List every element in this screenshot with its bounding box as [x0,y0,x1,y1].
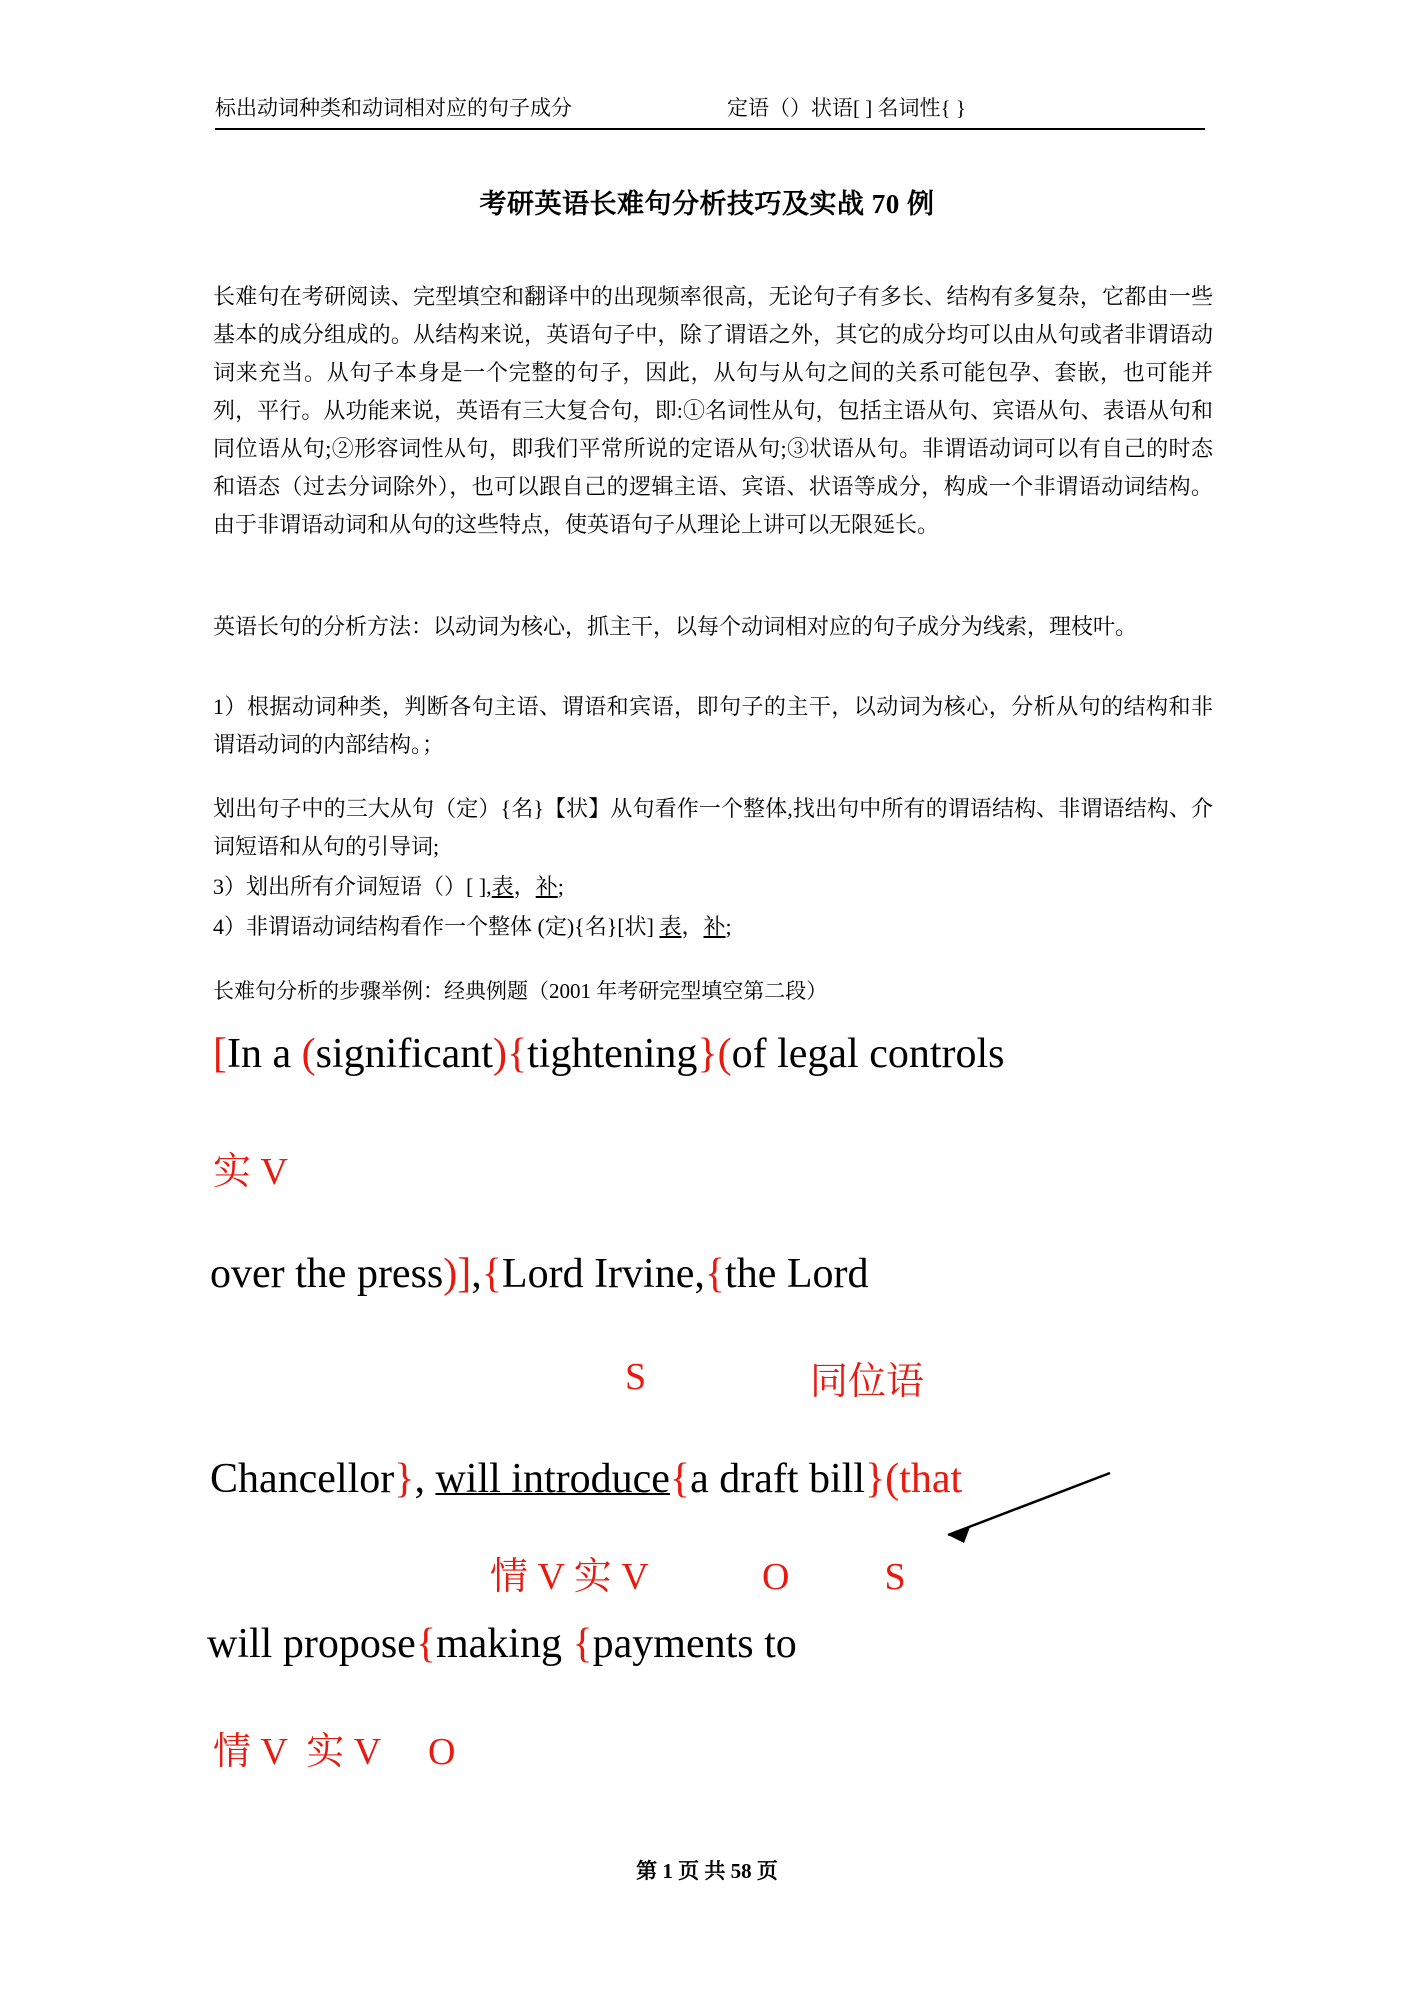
brace-close-1: } [697,1031,718,1077]
line3-object: a draft bill [690,1456,865,1502]
example-line-2 [210,1250,868,1298]
brace-close-2: } [394,1456,415,1502]
line2-text-1: over the press [210,1251,444,1297]
example-line-1 [213,1030,1005,1078]
relative-pronoun: that [899,1456,963,1502]
line3-predicate: will introduce [435,1456,670,1502]
footer-page-number: 1 [662,1859,673,1883]
annotation-mark-1: 实 V [213,1151,288,1193]
brace-open-3: { [704,1251,726,1297]
brace-open-1: { [506,1031,528,1077]
brace-open-5: { [415,1621,436,1667]
line2-comma: , [471,1251,482,1297]
line1-text-3: tightening [527,1031,698,1077]
header-right-text: 定语（）状语[ ] 名词性{ } [727,96,966,120]
step3-underline-1: 表 [491,874,514,899]
line3-comma: , [414,1456,436,1502]
line2-text-3: the Lord [725,1251,869,1297]
page-header [215,92,1205,130]
brace-open-2: { [481,1251,502,1297]
line1-text-4: of legal controls [731,1031,1005,1077]
paragraph-method: 英语长句的分析方法：以动词为核心，抓主干，以每个动词相对应的句子成分为线索，理枝叶。 [213,614,1138,639]
step4-suffix: ; [725,914,732,939]
brace-open-6: { [572,1621,593,1667]
line2-text-2: Lord Irvine, [501,1251,705,1297]
annotation-mark-4: 情 V 实 V O [213,1731,456,1773]
paragraph-step4 [213,908,1213,946]
annotation-appositive: 同位语 [810,1361,925,1403]
step3-prefix: 3）划出所有介词短语（）[ ], [213,874,492,899]
line4-text-1: will propose [207,1621,416,1667]
paragraph-step3 [213,868,1213,906]
line1-text-1: In a [227,1031,302,1077]
step3-mid: ， [513,874,536,899]
bracket-open-adverbial: [ [213,1031,227,1077]
step4-prefix: 4）非谓语动词结构看作一个整体 (定){名}[状] [213,914,660,939]
paragraph-example-intro: 长难句分析的步骤举例：经典例题（2001 年考研完型填空第二段） [213,979,828,1003]
example-line-3 [210,1455,962,1503]
step4-mid: ， [681,914,704,939]
paren-open-2: ( [717,1031,732,1077]
footer-suffix: 页 [756,1859,778,1883]
footer-prefix: 第 [636,1859,658,1883]
brace-open-4: { [669,1456,691,1502]
line1-text-2: significant [315,1031,493,1077]
footer-total-pages: 58 [730,1859,752,1883]
paren-close-1: ) [492,1031,507,1077]
paragraph-step1: 1）根据动词种类，判断各句主语、谓语和宾语，即句子的主干，以动词为核心，分析从句的结构和非谓语动词的内部结构。； [213,694,1213,757]
line3-text-1: Chancellor [210,1456,395,1502]
brace-close-3: } [865,1456,886,1502]
example-line-4 [207,1620,797,1668]
paren-open-3: ( [885,1456,900,1502]
annotation-mark-3: 情 V 实 V O S [490,1556,906,1598]
paragraph-intro: 长难句在考研阅读、完型填空和翻译中的出现频率很高，无论句子有多长、结构有多复杂，它都由一些基本的成分组成的。从结构来说，英语句子中，除了谓语之外，其它的成分均可以由从句或者非谓语动词来充当。从句子本身是一个完整的句子，因此，从句与从句之间的关系可能包孕、套嵌，也可能并列，平行。从功能来说，英语有三大复合句，即:①名词性从句，包括主语从句、宾语从句、表语从句和同位语从句;②形容词性从句，即我们平常所说的定语从句;③状语从句。非谓语动词可以有自己的时态和语态（过去分词除外），也可以跟自己的逻辑主语、宾语、状语等成分，构成一个非谓语动词结构。由于非谓语动词和从句的这些特点，使英语句子从理论上讲可以无限延长。 [213,284,1213,537]
close-paren-bracket: )] [443,1251,472,1297]
annotation-subject: S [625,1356,647,1398]
footer-mid: 页 共 [678,1859,726,1883]
paragraph-step2: 划出句子中的三大从句（定）{名}【状】从句看作一个整体,找出句中所有的谓语结构、非谓语结构、介词短语和从句的引导词; [213,796,1213,859]
line4-text-2: making [435,1621,573,1667]
step4-underline-1: 表 [659,914,682,939]
paren-open-1: ( [301,1031,316,1077]
header-left-text: 标出动词种类和动词相对应的句子成分 [215,96,572,120]
relation-arrow-icon [930,1465,1120,1555]
page-title: 考研英语长难句分析技巧及实战 70 例 [479,189,935,219]
step3-suffix: ; [557,874,564,899]
step4-underline-2: 补 [703,914,726,939]
page-footer [0,1855,1414,1885]
step3-underline-2: 补 [535,874,558,899]
line4-text-3: payments to [592,1621,797,1667]
